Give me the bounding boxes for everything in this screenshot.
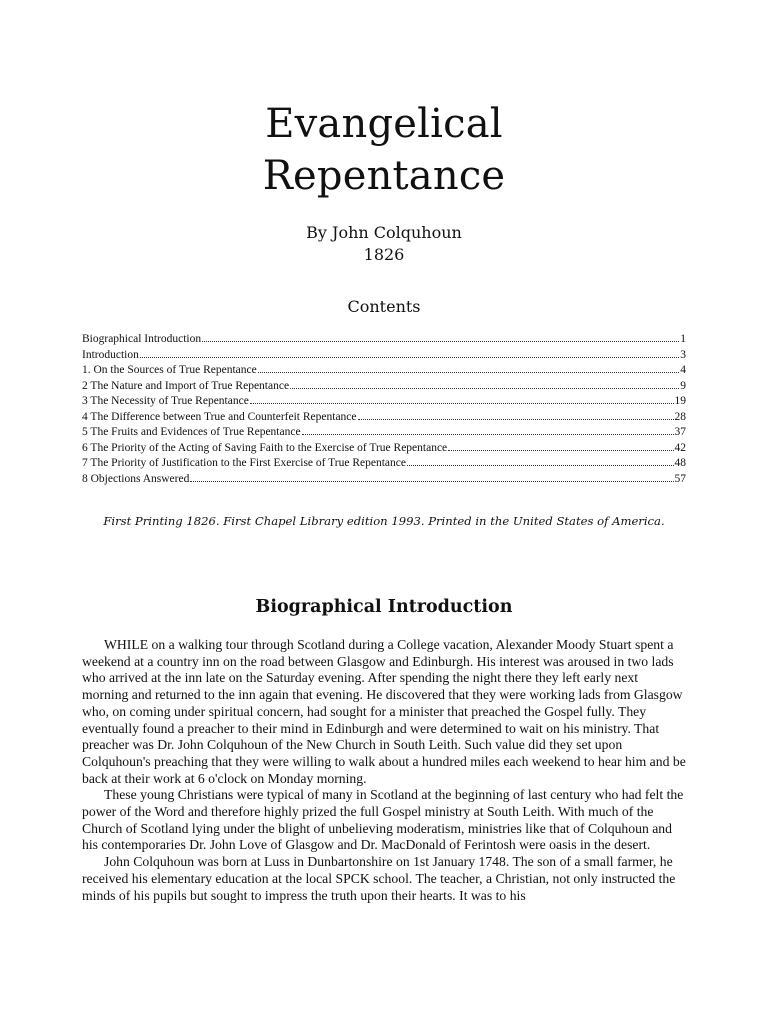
toc-entry[interactable] [82, 441, 686, 457]
toc-entry-page: 42 [674, 441, 686, 454]
table-of-contents [82, 332, 686, 487]
toc-leader-dots [140, 356, 679, 358]
toc-entry[interactable] [82, 472, 686, 488]
body-paragraph: John Colquhoun was born at Luss in Dunbartonshire on 1st January 1748. The son of a small farmer, he received his elementary education at the local SPCK school. The teacher, a Christian, not only instructed the minds of his pupils but sought to impress the truth upon their hearts. It was to his [82, 854, 676, 903]
toc-entry-page: 1 [680, 333, 686, 345]
toc-entry-label: 8 Objections Answered [82, 472, 190, 485]
body-paragraph: WHILE on a walking tour through Scotland during a College vacation, Alexander Moody Stuart spent a weekend at a country inn on the road between Glasgow and Edinburgh. His interest was aroused in two lads who arrived at the inn late on the Saturday evening. After spending the night there they left early next morning and returned to the inn again that evening. He discovered that they were working lads from Glasgow who, on coming under spiritual concern, had sought for a minister that preached the Gospel fully. They eventually found a preacher to their mind in Edinburgh and were determined to wait on his ministry. That preacher was Dr. John Colquhoun of the New Church in South Leith. Such value did they set upon Colquhoun's preaching that they were willing to walk about a hundred miles each weekend to hear him and be back at their work at 6 o'clock on Monday morning. [82, 637, 686, 786]
toc-entry[interactable] [82, 379, 686, 395]
toc-leader-dots [358, 418, 674, 420]
toc-leader-dots [202, 340, 679, 342]
toc-entry-label: 3 The Necessity of True Repentance [82, 395, 249, 407]
toc-entry-page: 48 [674, 457, 686, 469]
contents-heading: Contents [347, 297, 421, 316]
toc-entry-page: 28 [674, 410, 686, 423]
toc-entry[interactable] [82, 348, 686, 364]
toc-entry-label: Biographical Introduction [82, 333, 202, 345]
author-name: By John Colquhoun [306, 223, 462, 242]
toc-entry-label: 4 The Difference between True and Counterfeit Repentance [82, 410, 357, 423]
toc-entry-page: 19 [674, 395, 686, 407]
toc-entry[interactable] [82, 410, 686, 426]
toc-entry[interactable] [82, 456, 686, 472]
toc-leader-dots [190, 480, 673, 482]
toc-entry-page: 37 [674, 426, 686, 438]
publication-year: 1826 [363, 245, 405, 264]
toc-entry-label: 7 The Priority of Justification to the First Exercise of True Repentance [82, 457, 406, 469]
toc-entry-label: 5 The Fruits and Evidences of True Repentance [82, 426, 301, 438]
toc-entry[interactable] [82, 394, 686, 410]
toc-leader-dots [250, 402, 674, 404]
toc-leader-dots [448, 449, 673, 451]
section-body [82, 637, 686, 904]
toc-entry[interactable] [82, 332, 686, 348]
body-paragraph: These young Christians were typical of many in Scotland at the beginning of last century who had felt the power of the Word and therefore highly prized the full Gospel ministry at South Leith. With much of the Church of Scotland lying under the blight of unbelieving moderatism, ministries like that of Colquhoun and his contemporaries Dr. John Love of Glasgow and Dr. MacDonald of Ferintosh were oasis in the desert. [82, 787, 684, 853]
document-title [82, 0, 686, 202]
section-heading: Biographical Introduction [255, 597, 513, 617]
toc-entry-page: 9 [680, 379, 686, 392]
toc-leader-dots [258, 371, 680, 373]
toc-entry-label: 1. On the Sources of True Repentance [82, 364, 257, 376]
toc-entry[interactable] [82, 363, 686, 379]
toc-entry-page: 57 [674, 472, 686, 485]
toc-entry-label: 6 The Priority of the Acting of Saving Faith to the Exercise of True Repentance [82, 441, 448, 454]
printing-note: First Printing 1826. First Chapel Library edition 1993. Printed in the United States of America. [103, 514, 665, 528]
author-block [82, 222, 686, 266]
title-line-2: Repentance [262, 153, 506, 199]
toc-entry-label: Introduction [82, 348, 139, 361]
title-line-1: Evangelical [265, 101, 503, 147]
toc-entry[interactable] [82, 425, 686, 441]
toc-entry-page: 4 [680, 364, 686, 376]
toc-leader-dots [302, 433, 674, 435]
toc-leader-dots [290, 387, 679, 389]
toc-entry-page: 3 [680, 348, 686, 361]
toc-entry-label: 2 The Nature and Import of True Repentance [82, 379, 290, 392]
toc-leader-dots [407, 464, 674, 466]
